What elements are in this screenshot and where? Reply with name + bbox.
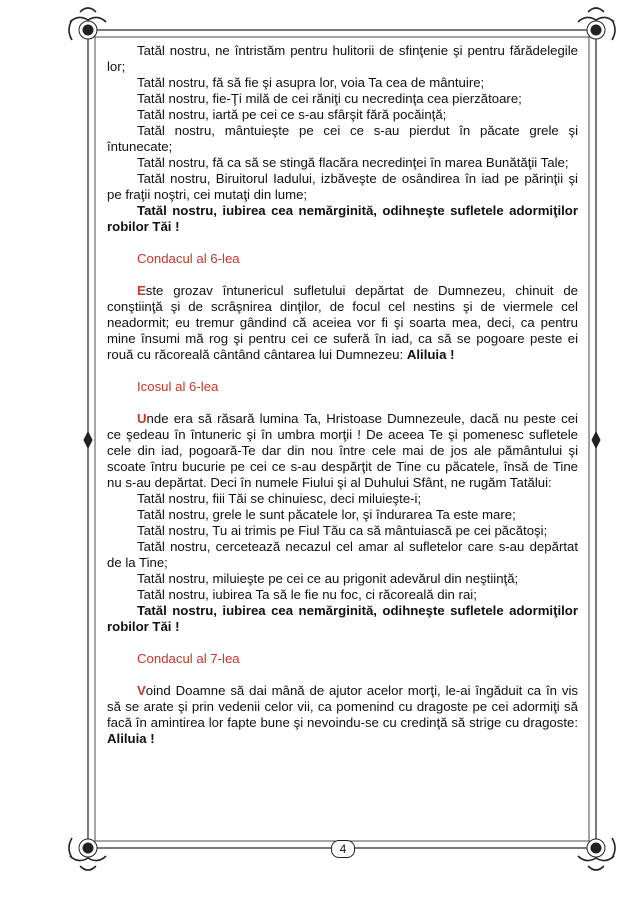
condac6-initial: E	[137, 283, 146, 298]
petition-line: Tatăl nostru, fie-Ţi milă de cei răniţi cu necredinţa cea pierzătoare;	[137, 91, 522, 106]
petition-line: Tatăl nostru, fă să fie şi asupra lor, voia Ta cea de mântuire;	[137, 75, 485, 90]
icos-petition-line: Tatăl nostru, iubirea cea nemărginită, odihneşte sufletele adormiţilor robilor Tăi !	[107, 603, 578, 634]
petition-line: Tatăl nostru, iubirea cea nemărginită, odihneşte sufletele adormiţilor robilor Tăi !	[107, 203, 578, 234]
corner-ornament-bottom-left	[69, 838, 106, 870]
icos6-body: nde era să răsară lumina Ta, Hristoase Dumnezeule, dacă nu peste cei ce şedeau în întuneric şi în umbra morţii ! De aceea Te şi pomenesc sufletele cele din iad, pogoară-Te dar din nou între cele mai de jos ale pământului şi scoate întru bucurie pe cei ce s-au despărţit de Tine cu păcatele, însă de Tine nu s-au depărtat. Deci în numele Fiului şi al Duhului Sfânt, ne rugăm Tatălui:	[107, 411, 578, 490]
icos-petition-line: Tatăl nostru, cercetează necazul cel amar al sufletelor care s-au depărtat de la Tine;	[107, 539, 578, 570]
corner-ornament-bottom-right	[578, 838, 615, 870]
side-ornament-right	[592, 432, 600, 448]
icos6-paragraph	[107, 411, 578, 491]
condac6-alleluia: Aliluia !	[406, 347, 455, 362]
page-number: 4	[331, 840, 355, 858]
icos-petition-line: Tatăl nostru, iubirea Ta să le fie nu foc, ci răcoreală din rai;	[137, 587, 477, 602]
petition-line: Tatăl nostru, Biruitorul Iadului, izbăveşte de osândirea în iad pe părinţii şi pe fraţii noştri, cei mutaţi din lume;	[107, 171, 578, 202]
petition-line: Tatăl nostru, ne întristăm pentru hulitorii de sfinţenie şi pentru fărădelegile lor;	[107, 43, 578, 74]
corner-ornament-top-left	[69, 8, 106, 40]
petitions-block	[107, 43, 578, 235]
condac6-body: ste grozav întunericul sufletului depărtat de Dumnezeu, chinuit de conştiinţă şi de scrâşnirea dinţilor, de focul cel nestins şi de viermele cel neadormit; eu tremur gândind că aceiea vor fi şi soarta mea, deci, ca pentru mine însumi mă rog şi pentru cei ce suferă în iad, ca să se pogoare peste ei rouă cu răcoreală cântând cântarea lui Dumnezeu:	[107, 283, 578, 362]
condac6-paragraph	[107, 283, 578, 363]
condac7-body: oind Doamne să dai mână de ajutor acelor morţi, le-ai îngăduit ca în vis să se arate şi prin vedenii celor vii, ca pomenind cu dragoste pe cei adormiţi să facă în amintirea lor fapte bune şi nevoindu-se cu credinţă să strige cu dragoste:	[107, 683, 578, 730]
side-ornament-left	[84, 432, 92, 448]
condac7-paragraph	[107, 683, 578, 747]
icos-petition-line: Tatăl nostru, miluieşte pe cei ce au prigonit adevărul din neştiinţă;	[137, 571, 519, 586]
icos6-initial: U	[137, 411, 147, 426]
icos6-heading: Icosul al 6-lea	[137, 379, 219, 394]
condac7-alleluia: Aliluia !	[107, 731, 155, 746]
page-text	[107, 43, 578, 747]
petition-line: Tatăl nostru, mântuieşte pe cei ce s-au pierdut în păcate grele şi întunecate;	[107, 123, 578, 154]
icos-petition-line: Tatăl nostru, Tu ai trimis pe Fiul Tău ca să mântuiască pe cei păcătoşi;	[137, 523, 548, 538]
petition-line: Tatăl nostru, fă ca să se stingă flacăra necredinţei în marea Bunătăţii Tale;	[137, 155, 569, 170]
icos-petition-line: Tatăl nostru, fiii Tăi se chinuiesc, deci miluieşte-i;	[137, 491, 422, 506]
condac7-initial: V	[137, 683, 146, 698]
condac6-heading: Condacul al 6-lea	[137, 251, 240, 266]
icos-petition-line: Tatăl nostru, grele le sunt păcatele lor, şi îndurarea Ta este mare;	[137, 507, 516, 522]
icos6-petitions	[107, 491, 578, 635]
condac7-heading: Condacul al 7-lea	[137, 651, 240, 666]
corner-ornament-top-right	[578, 8, 615, 40]
petition-line: Tatăl nostru, iartă pe cei ce s-au sfârşit fără pocăinţă;	[137, 107, 447, 122]
